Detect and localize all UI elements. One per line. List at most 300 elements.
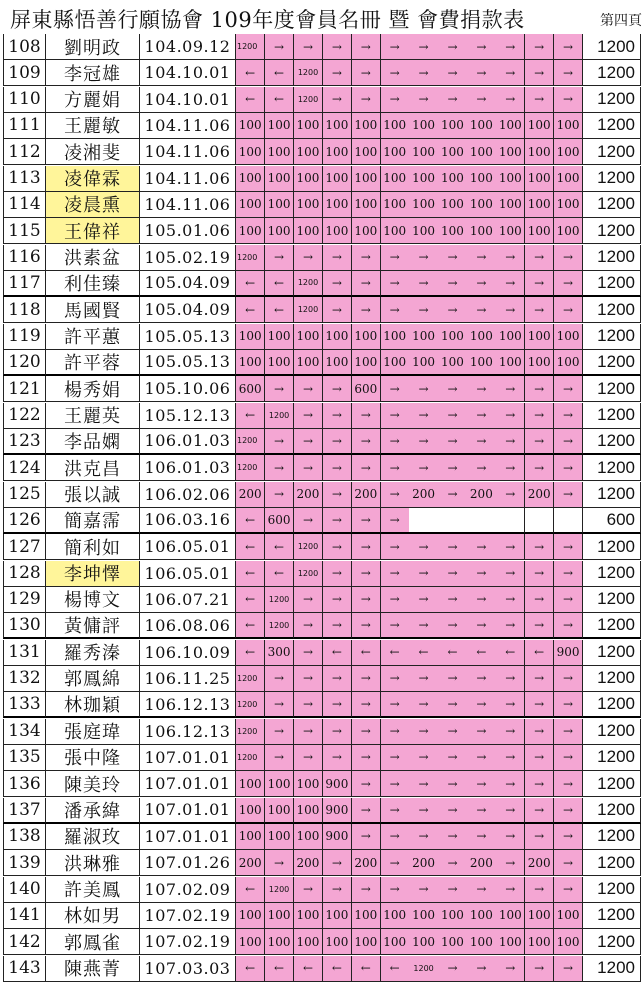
month-fee-cell: → [525, 745, 554, 771]
total-amount-cell: 1200 [583, 297, 641, 323]
month-fee-cell: ← [352, 956, 381, 982]
month-fee-cell: 100 [409, 166, 438, 192]
month-fee-cell: → [438, 271, 467, 297]
month-fee-cell: → [525, 60, 554, 86]
month-fee-cell: → [294, 692, 323, 718]
member-number-cell: 143 [3, 956, 46, 982]
join-date-cell: 105.12.13 [140, 403, 236, 429]
member-name-cell: 張庭瑋 [46, 719, 140, 745]
month-fee-cell: → [554, 613, 583, 639]
member-name-cell: 王麗英 [46, 403, 140, 429]
member-name-cell: 凌晨熏 [46, 192, 140, 218]
month-fee-cell: ← [381, 640, 410, 666]
month-fee-cell: → [409, 34, 438, 60]
month-fee-cell: → [467, 34, 496, 60]
member-number-cell: 124 [3, 455, 46, 481]
month-fee-cell: → [496, 482, 525, 508]
member-name-cell: 林珈穎 [46, 692, 140, 718]
month-fee-cell: 100 [409, 139, 438, 165]
month-fee-cell: → [381, 771, 410, 797]
month-fee-cell: ← [236, 613, 265, 639]
month-fee-cell: → [409, 824, 438, 850]
month-fee-cell: → [467, 245, 496, 271]
join-date-cell: 107.01.01 [140, 745, 236, 771]
month-fee-cell: → [438, 403, 467, 429]
join-date-cell: 107.02.19 [140, 903, 236, 929]
table-row [3, 877, 641, 903]
month-fee-cell: → [323, 534, 352, 560]
month-fee-cell: → [323, 613, 352, 639]
month-fee-cell [467, 508, 496, 534]
month-fee-cell: 100 [467, 139, 496, 165]
month-fee-cell: 100 [525, 192, 554, 218]
member-number-cell: 135 [3, 745, 46, 771]
table-row [3, 745, 641, 771]
month-fee-cell: → [409, 534, 438, 560]
month-fee-cell: → [496, 771, 525, 797]
month-fee-cell: 100 [467, 218, 496, 244]
month-fee-cell: → [381, 534, 410, 560]
total-amount-cell: 1200 [583, 271, 641, 297]
month-fee-cell: → [352, 34, 381, 60]
join-date-cell: 106.10.09 [140, 640, 236, 666]
table-row [3, 297, 641, 323]
member-name-cell: 潘承緯 [46, 798, 140, 824]
month-fee-cell: 100 [323, 139, 352, 165]
total-amount-cell: 1200 [583, 350, 641, 376]
month-fee-cell: 100 [409, 218, 438, 244]
month-fee-cell: → [496, 561, 525, 587]
month-fee-cell: → [352, 561, 381, 587]
join-date-cell: 105.04.09 [140, 271, 236, 297]
join-date-cell: 105.05.13 [140, 324, 236, 350]
month-fee-cell: 100 [409, 929, 438, 955]
month-fee-cell: 100 [438, 903, 467, 929]
month-fee-cell: → [525, 561, 554, 587]
month-fee-cell: 1200 [236, 666, 265, 692]
member-name-cell: 李冠雄 [46, 60, 140, 86]
join-date-cell: 107.03.03 [140, 956, 236, 982]
month-fee-cell: 100 [554, 324, 583, 350]
page-number-label: 第四頁 [600, 13, 642, 29]
join-date-cell: 106.01.03 [140, 429, 236, 455]
member-name-cell: 張以誠 [46, 482, 140, 508]
month-fee-cell: 100 [294, 218, 323, 244]
month-fee-cell: → [409, 403, 438, 429]
total-amount-cell: 1200 [583, 903, 641, 929]
month-fee-cell: → [554, 692, 583, 718]
member-number-cell: 131 [3, 640, 46, 666]
join-date-cell: 104.10.01 [140, 60, 236, 86]
month-fee-cell: 100 [265, 798, 294, 824]
month-fee-cell: → [265, 455, 294, 481]
total-amount-cell: 1200 [583, 824, 641, 850]
month-fee-cell: → [294, 455, 323, 481]
month-fee-cell: → [265, 850, 294, 876]
month-fee-cell: → [496, 455, 525, 481]
month-fee-cell: ← [352, 640, 381, 666]
join-date-cell: 107.01.01 [140, 771, 236, 797]
month-fee-cell: 200 [525, 482, 554, 508]
month-fee-cell: 100 [236, 166, 265, 192]
month-fee-cell: → [496, 271, 525, 297]
member-number-cell: 114 [3, 192, 46, 218]
total-amount-cell: 1200 [583, 587, 641, 613]
month-fee-cell: ← [265, 271, 294, 297]
month-fee-cell: 1200 [236, 455, 265, 481]
month-fee-cell: 900 [323, 771, 352, 797]
month-fee-cell: 200 [409, 482, 438, 508]
month-fee-cell: → [409, 297, 438, 323]
month-fee-cell: 100 [554, 113, 583, 139]
member-number-cell: 137 [3, 798, 46, 824]
table-row [3, 60, 641, 86]
month-fee-cell: → [409, 60, 438, 86]
month-fee-cell: → [554, 771, 583, 797]
month-fee-cell: ← [323, 640, 352, 666]
member-name-cell: 馬國賢 [46, 297, 140, 323]
month-fee-cell: → [323, 87, 352, 113]
month-fee-cell: → [381, 297, 410, 323]
month-fee-cell: 200 [525, 850, 554, 876]
month-fee-cell: 100 [236, 113, 265, 139]
join-date-cell: 104.11.06 [140, 113, 236, 139]
month-fee-cell: 1200 [236, 245, 265, 271]
month-fee-cell [438, 508, 467, 534]
month-fee-cell: → [496, 719, 525, 745]
member-number-cell: 138 [3, 824, 46, 850]
month-fee-cell: → [409, 455, 438, 481]
month-fee-cell: 1200 [294, 561, 323, 587]
month-fee-cell: → [352, 877, 381, 903]
month-fee-cell: 100 [554, 192, 583, 218]
month-fee-cell: → [554, 877, 583, 903]
member-number-cell: 123 [3, 429, 46, 455]
month-fee-cell: 100 [409, 350, 438, 376]
month-fee-cell: 100 [381, 139, 410, 165]
table-row [3, 798, 641, 824]
month-fee-cell: 100 [496, 139, 525, 165]
month-fee-cell: → [525, 613, 554, 639]
join-date-cell: 106.05.01 [140, 561, 236, 587]
month-fee-cell: → [352, 719, 381, 745]
month-fee-cell: → [323, 60, 352, 86]
month-fee-cell: → [409, 692, 438, 718]
join-date-cell: 105.01.06 [140, 218, 236, 244]
month-fee-cell: → [467, 692, 496, 718]
month-fee-cell: → [554, 271, 583, 297]
table-row [3, 561, 641, 587]
month-fee-cell: 200 [467, 850, 496, 876]
month-fee-cell: 100 [323, 903, 352, 929]
member-name-cell: 許平蓉 [46, 350, 140, 376]
month-fee-cell: → [467, 798, 496, 824]
member-name-cell: 許平蕙 [46, 324, 140, 350]
join-date-cell: 104.11.06 [140, 166, 236, 192]
member-name-cell: 利佳臻 [46, 271, 140, 297]
month-fee-cell: → [525, 534, 554, 560]
member-number-cell: 132 [3, 666, 46, 692]
month-fee-cell: 100 [525, 903, 554, 929]
month-fee-cell: ← [265, 561, 294, 587]
table-row [3, 245, 641, 271]
month-fee-cell: → [323, 692, 352, 718]
month-fee-cell: → [409, 245, 438, 271]
month-fee-cell: 100 [409, 903, 438, 929]
month-fee-cell: → [294, 508, 323, 534]
month-fee-cell [554, 508, 583, 534]
month-fee-cell: → [294, 587, 323, 613]
member-name-cell: 洪素盆 [46, 245, 140, 271]
month-fee-cell: 200 [236, 850, 265, 876]
month-fee-cell: → [525, 245, 554, 271]
month-fee-cell: → [352, 87, 381, 113]
month-fee-cell: → [409, 745, 438, 771]
month-fee-cell: → [409, 429, 438, 455]
month-fee-cell: 100 [352, 350, 381, 376]
member-number-cell: 121 [3, 376, 46, 402]
month-fee-cell: → [352, 245, 381, 271]
member-name-cell: 郭鳳雀 [46, 929, 140, 955]
join-date-cell: 107.02.09 [140, 877, 236, 903]
month-fee-cell: 100 [467, 350, 496, 376]
month-fee-cell: ← [409, 640, 438, 666]
month-fee-cell: → [467, 403, 496, 429]
table-row [3, 376, 641, 402]
total-amount-cell: 1200 [583, 929, 641, 955]
month-fee-cell: → [496, 824, 525, 850]
month-fee-cell: 100 [381, 218, 410, 244]
month-fee-cell: → [496, 403, 525, 429]
month-fee-cell: 100 [352, 113, 381, 139]
month-fee-cell: ← [438, 640, 467, 666]
member-number-cell: 125 [3, 482, 46, 508]
month-fee-cell: 1200 [236, 719, 265, 745]
month-fee-cell: → [467, 587, 496, 613]
member-number-cell: 127 [3, 534, 46, 560]
table-row [3, 87, 641, 113]
table-row [3, 192, 641, 218]
month-fee-cell: 1200 [294, 297, 323, 323]
month-fee-cell: → [352, 587, 381, 613]
month-fee-cell: → [409, 771, 438, 797]
table-row [3, 34, 641, 60]
month-fee-cell: → [381, 666, 410, 692]
month-fee-cell: → [525, 877, 554, 903]
month-fee-cell: → [265, 376, 294, 402]
month-fee-cell: → [467, 824, 496, 850]
table-row [3, 218, 641, 244]
total-amount-cell: 1200 [583, 376, 641, 402]
month-fee-cell: 600 [265, 508, 294, 534]
month-fee-cell: → [467, 745, 496, 771]
join-date-cell: 104.10.01 [140, 87, 236, 113]
month-fee-cell: → [467, 455, 496, 481]
month-fee-cell: → [525, 666, 554, 692]
month-fee-cell: → [409, 719, 438, 745]
total-amount-cell: 1200 [583, 719, 641, 745]
month-fee-cell: → [381, 429, 410, 455]
month-fee-cell: 200 [467, 482, 496, 508]
member-name-cell: 王偉祥 [46, 218, 140, 244]
month-fee-cell: → [381, 824, 410, 850]
month-fee-cell: → [554, 87, 583, 113]
total-amount-cell: 1200 [583, 429, 641, 455]
join-date-cell: 106.02.06 [140, 482, 236, 508]
month-fee-cell: 100 [496, 929, 525, 955]
month-fee-cell: → [381, 613, 410, 639]
month-fee-cell: 100 [265, 218, 294, 244]
month-fee-cell: → [409, 376, 438, 402]
month-fee-cell: → [323, 877, 352, 903]
month-fee-cell: → [352, 297, 381, 323]
join-date-cell: 105.10.06 [140, 376, 236, 402]
month-fee-cell: 100 [265, 824, 294, 850]
total-amount-cell: 1200 [583, 455, 641, 481]
month-fee-cell: 100 [525, 113, 554, 139]
month-fee-cell: 100 [438, 113, 467, 139]
month-fee-cell: → [323, 850, 352, 876]
month-fee-cell: ← [265, 956, 294, 982]
month-fee-cell: 100 [467, 929, 496, 955]
join-date-cell: 106.12.13 [140, 719, 236, 745]
month-fee-cell: 600 [352, 376, 381, 402]
month-fee-cell: 100 [554, 929, 583, 955]
month-fee-cell: → [438, 482, 467, 508]
month-fee-cell: → [294, 719, 323, 745]
month-fee-cell: → [438, 87, 467, 113]
month-fee-cell: → [554, 245, 583, 271]
month-fee-cell: → [496, 87, 525, 113]
member-name-cell: 凌湘斐 [46, 139, 140, 165]
month-fee-cell: 1200 [236, 429, 265, 455]
month-fee-cell: → [554, 534, 583, 560]
total-amount-cell: 1200 [583, 771, 641, 797]
month-fee-cell: → [554, 297, 583, 323]
month-fee-cell: → [381, 719, 410, 745]
member-number-cell: 126 [3, 508, 46, 534]
month-fee-cell: → [496, 613, 525, 639]
month-fee-cell: → [294, 640, 323, 666]
month-fee-cell: → [554, 60, 583, 86]
month-fee-cell: 100 [236, 324, 265, 350]
month-fee-cell: 100 [467, 113, 496, 139]
month-fee-cell: 100 [236, 903, 265, 929]
month-fee-cell: 100 [381, 903, 410, 929]
month-fee-cell: → [525, 429, 554, 455]
month-fee-cell: ← [236, 60, 265, 86]
member-number-cell: 119 [3, 324, 46, 350]
member-name-cell: 李坤懌 [46, 561, 140, 587]
member-name-cell: 洪琳雅 [46, 850, 140, 876]
month-fee-cell: 100 [294, 771, 323, 797]
month-fee-cell: → [352, 534, 381, 560]
table-row [3, 166, 641, 192]
total-amount-cell: 1200 [583, 166, 641, 192]
month-fee-cell: → [554, 850, 583, 876]
month-fee-cell: ← [236, 271, 265, 297]
join-date-cell: 106.05.01 [140, 534, 236, 560]
member-number-cell: 136 [3, 771, 46, 797]
month-fee-cell: 100 [525, 350, 554, 376]
table-row [3, 850, 641, 876]
month-fee-cell: → [381, 271, 410, 297]
month-fee-cell: → [496, 429, 525, 455]
month-fee-cell: 100 [496, 166, 525, 192]
month-fee-cell: 900 [554, 640, 583, 666]
member-number-cell: 122 [3, 403, 46, 429]
total-amount-cell: 1200 [583, 956, 641, 982]
member-name-cell: 楊博文 [46, 587, 140, 613]
month-fee-cell: → [496, 376, 525, 402]
month-fee-cell: → [438, 561, 467, 587]
month-fee-cell: 200 [294, 482, 323, 508]
month-fee-cell: ← [236, 403, 265, 429]
month-fee-cell: → [496, 587, 525, 613]
month-fee-cell: ← [236, 640, 265, 666]
month-fee-cell: → [554, 429, 583, 455]
month-fee-cell: → [409, 877, 438, 903]
member-number-cell: 129 [3, 587, 46, 613]
month-fee-cell: 100 [236, 824, 265, 850]
month-fee-cell: → [525, 692, 554, 718]
month-fee-cell: 100 [467, 324, 496, 350]
month-fee-cell: → [554, 798, 583, 824]
month-fee-cell: 100 [294, 798, 323, 824]
month-fee-cell [496, 508, 525, 534]
month-fee-cell: → [554, 561, 583, 587]
month-fee-cell: → [554, 34, 583, 60]
month-fee-cell: 100 [438, 166, 467, 192]
join-date-cell: 107.02.19 [140, 929, 236, 955]
month-fee-cell: → [525, 403, 554, 429]
month-fee-cell: → [294, 613, 323, 639]
month-fee-cell: → [294, 34, 323, 60]
month-fee-cell: ← [236, 87, 265, 113]
month-fee-cell: ← [525, 640, 554, 666]
month-fee-cell: 100 [525, 324, 554, 350]
month-fee-cell: 100 [438, 139, 467, 165]
month-fee-cell: → [323, 455, 352, 481]
month-fee-cell: ← [236, 561, 265, 587]
month-fee-cell: 100 [381, 929, 410, 955]
month-fee-cell: 1200 [294, 87, 323, 113]
join-date-cell: 105.05.13 [140, 350, 236, 376]
member-number-cell: 128 [3, 561, 46, 587]
month-fee-cell: 100 [352, 324, 381, 350]
table-row [3, 587, 641, 613]
table-row [3, 324, 641, 350]
month-fee-cell: 100 [265, 166, 294, 192]
table-row [3, 929, 641, 955]
member-name-cell: 許美鳳 [46, 877, 140, 903]
total-amount-cell: 1200 [583, 218, 641, 244]
month-fee-cell: 100 [265, 350, 294, 376]
month-fee-cell: → [409, 587, 438, 613]
month-fee-cell: → [265, 482, 294, 508]
month-fee-cell: 100 [467, 192, 496, 218]
member-name-cell: 張中隆 [46, 745, 140, 771]
month-fee-cell: → [438, 692, 467, 718]
month-fee-cell: → [554, 719, 583, 745]
month-fee-cell: 100 [294, 350, 323, 376]
month-fee-cell: 200 [409, 850, 438, 876]
month-fee-cell: → [265, 692, 294, 718]
month-fee-cell: → [525, 34, 554, 60]
total-amount-cell: 1200 [583, 34, 641, 60]
table-row [3, 139, 641, 165]
month-fee-cell: 100 [323, 929, 352, 955]
